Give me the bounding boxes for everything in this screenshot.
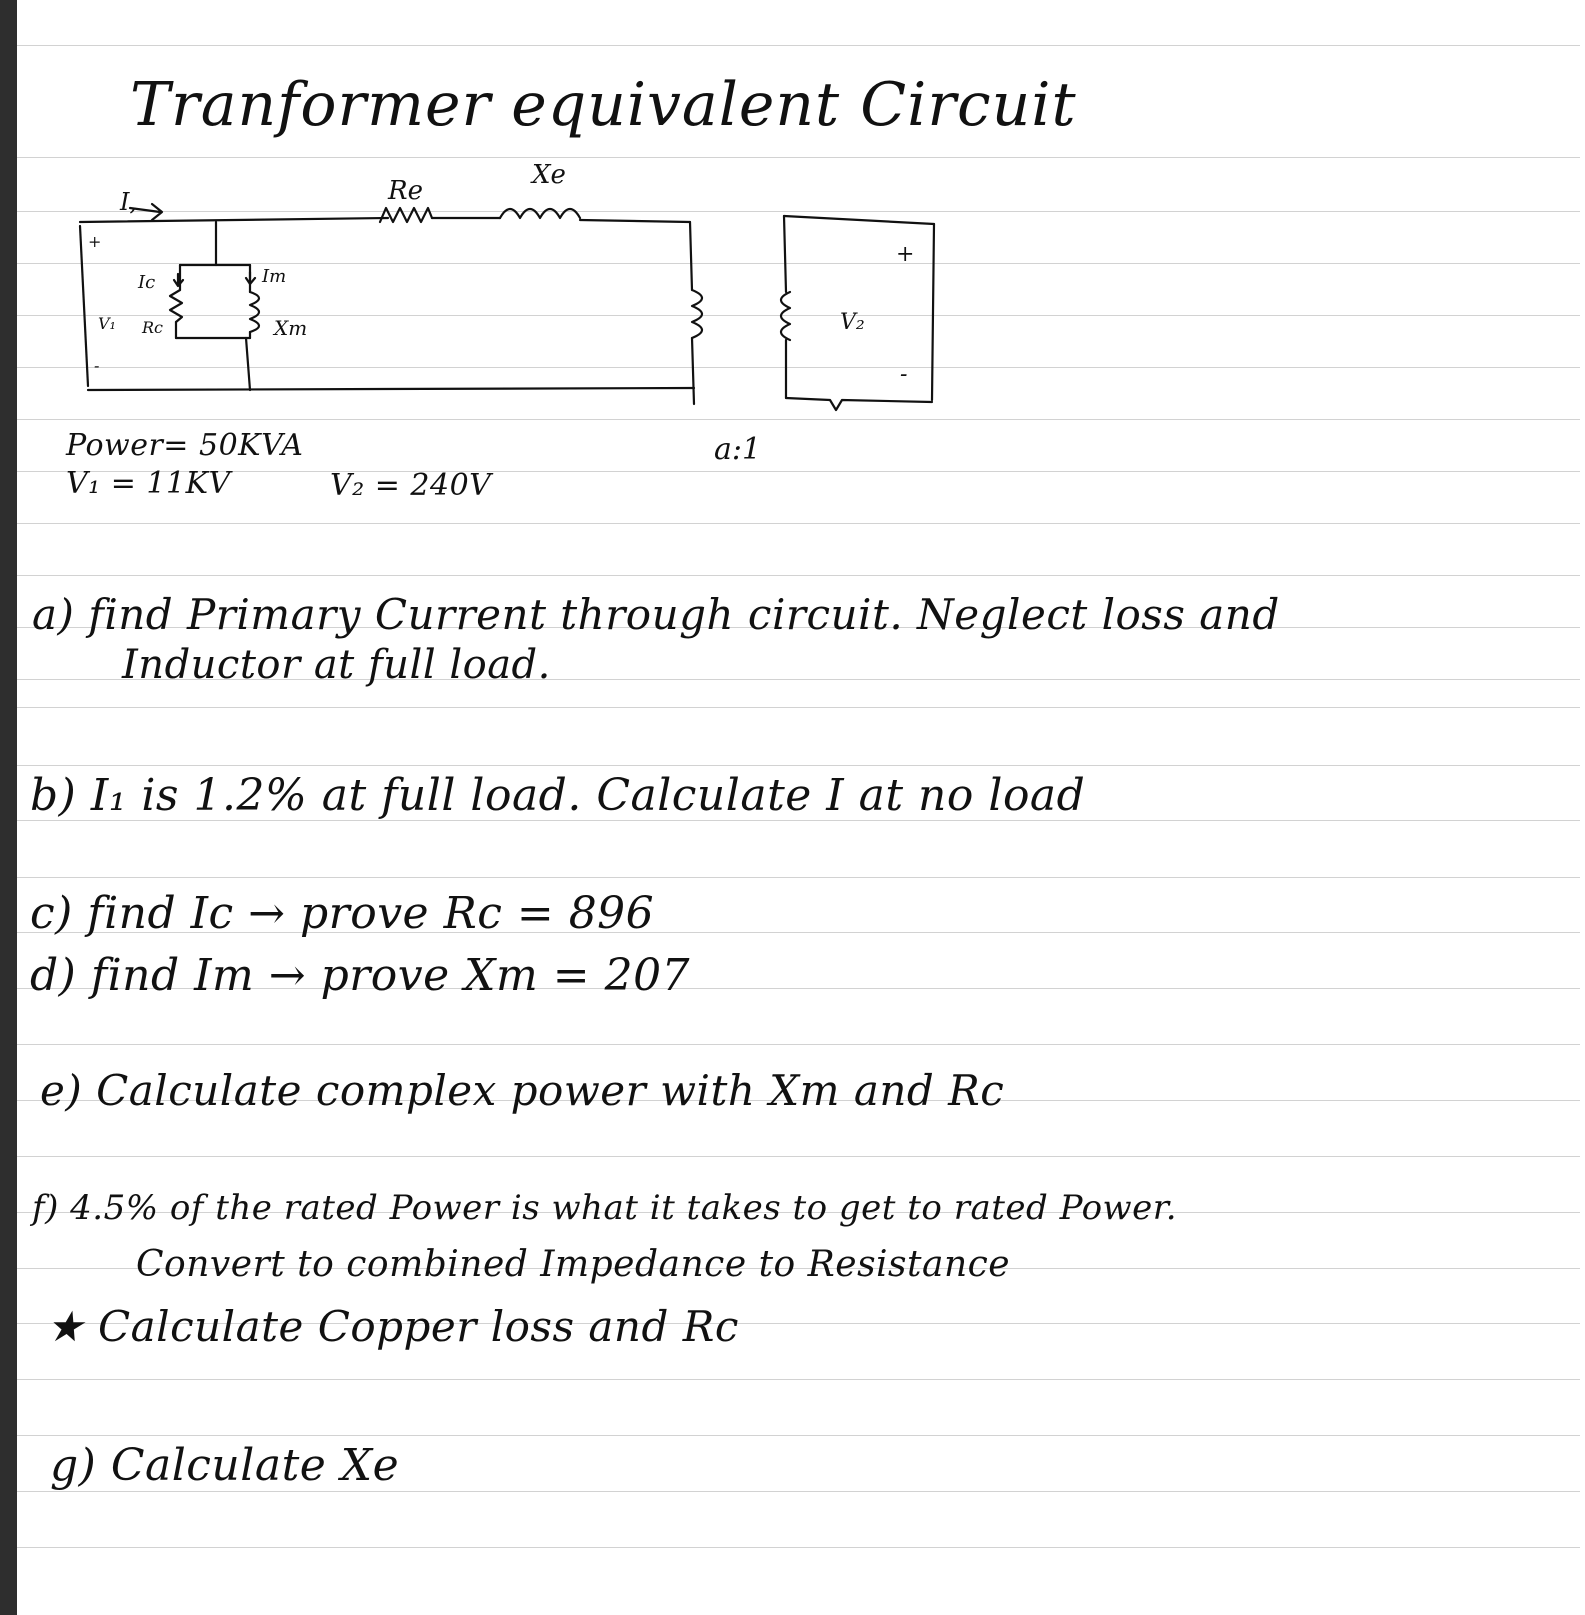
re-label: Re xyxy=(388,176,423,206)
i1-label: I, xyxy=(120,188,138,216)
secondary-bottom-wire xyxy=(786,398,932,410)
question-e: e) Calculate complex power with Xm and Rc xyxy=(40,1066,1005,1115)
shunt-bottom-wire xyxy=(246,338,250,390)
secondary-minus-label: - xyxy=(900,362,908,387)
question-b: b) I₁ is 1.2% at full load. Calculate I at no load xyxy=(30,770,1086,821)
xm-inductor-icon xyxy=(250,292,259,332)
re-resistor-icon xyxy=(380,208,432,222)
primary-left-wire xyxy=(80,226,88,386)
primary-right-wire-top xyxy=(690,222,692,290)
primary-right-wire-bottom xyxy=(692,338,694,404)
xe-inductor-icon xyxy=(500,209,580,218)
xm-label: Xm xyxy=(274,316,308,340)
top-right-wire xyxy=(580,220,690,222)
given-v1: V₁ = 11KV xyxy=(66,466,231,501)
primary-top-wire xyxy=(80,218,388,222)
primary-minus-label: - xyxy=(94,356,100,375)
ic-arrow-icon xyxy=(174,274,183,286)
v1-label: V₁ xyxy=(98,314,116,333)
im-label: Im xyxy=(262,266,287,287)
question-g: g) Calculate Xe xyxy=(50,1440,400,1491)
question-f-line2: Convert to combined Impedance to Resistance xyxy=(136,1244,1011,1285)
secondary-plus-label: + xyxy=(896,242,915,267)
primary-bottom-wire xyxy=(88,388,694,390)
rc-resistor-icon xyxy=(170,290,182,322)
secondary-right-wire xyxy=(932,224,934,400)
question-d: d) find Im → prove Xm = 207 xyxy=(30,950,691,1001)
turns-ratio-label: a:1 xyxy=(714,432,762,467)
v2-label: V₂ xyxy=(840,310,865,335)
rc-label: Rc xyxy=(142,318,164,337)
given-v2: V₂ = 240V xyxy=(330,468,492,503)
xe-label: Xe xyxy=(532,160,566,190)
question-a-line2: Inductor at full load. xyxy=(122,642,551,688)
primary-coil-icon xyxy=(692,290,702,338)
primary-plus-label: + xyxy=(88,232,102,251)
secondary-top-wire xyxy=(784,216,934,224)
page-title: Tranformer equivalent Circuit xyxy=(130,70,1077,140)
question-a-line1: a) find Primary Current through circuit. Neglect loss and xyxy=(32,590,1280,639)
ic-label: Ic xyxy=(138,272,156,293)
question-f-star: ★ Calculate Copper loss and Rc xyxy=(46,1302,739,1351)
question-c: c) find Ic → prove Rc = 896 xyxy=(30,888,655,939)
im-arrow-icon xyxy=(246,272,255,284)
secondary-coil-icon xyxy=(781,292,790,340)
question-f-line1: f) 4.5% of the rated Power is what it takes to get to rated Power. xyxy=(32,1188,1178,1228)
given-power: Power= 50KVA xyxy=(66,428,304,463)
